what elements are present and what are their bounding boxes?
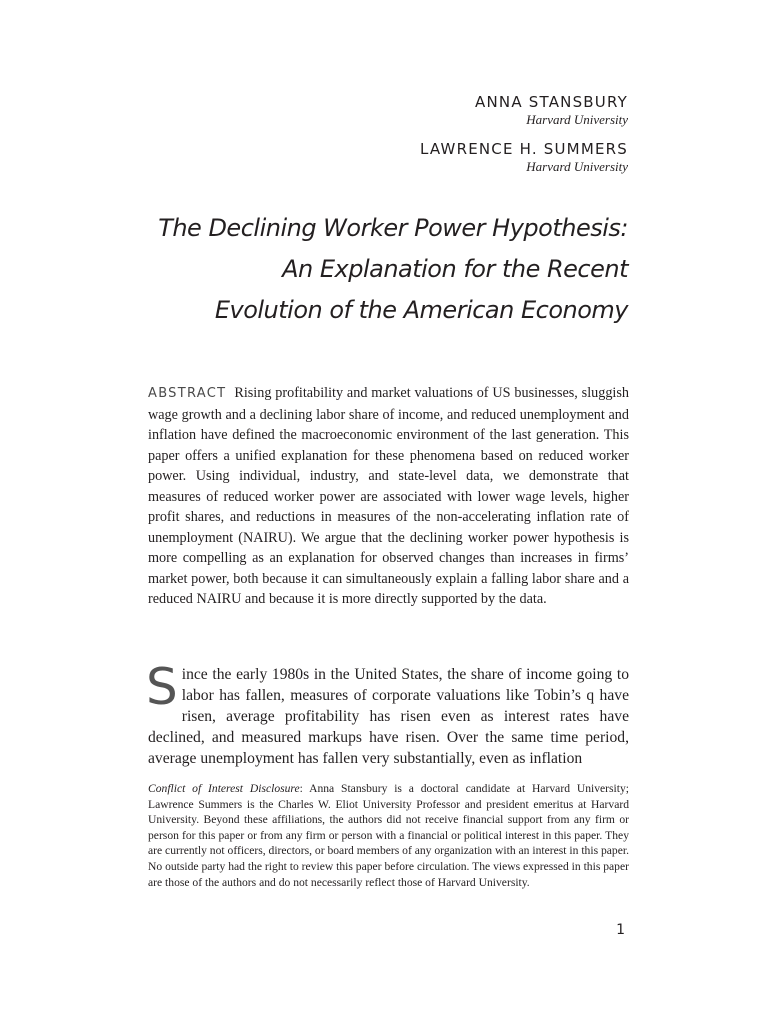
- author-block: [420, 92, 628, 186]
- author-name: ANNA STANSBURY: [475, 93, 628, 111]
- title-line: The Declining Worker Power Hypothesis:: [158, 214, 628, 242]
- drop-cap: S: [146, 658, 178, 716]
- title-line: An Explanation for the Recent: [282, 255, 628, 283]
- abstract: [148, 383, 629, 610]
- paper-title: [108, 208, 628, 331]
- author-affiliation: Harvard University: [526, 112, 628, 127]
- page-number: 1: [616, 922, 625, 938]
- abstract-label: ABSTRACT: [148, 386, 227, 401]
- footnote-label: Conflict of Interest Disclosure: [148, 782, 300, 795]
- abstract-text: Rising profitability and market valuations of US businesses, sluggish wage growth and a declining labor share of income, and reduced unemployment and inflation have defined the macroeconomic environment of the last generation. This paper offers a unified explanation for these phenomena based on reduced worker power. Using individual, industry, and state-level data, we demonstrate that measures of reduced worker power are associated with lower wage levels, higher profit shares, and reductions in measures of the non-accelerating inflation rate of unemployment (NAIRU). We argue that the declining worker power hypothesis is more compelling as an explanation for observed changes than increases in firms’ market power, both because it can simultaneously explain a falling labor share and a reduced NAIRU and because it is more directly supported by the data.: [148, 385, 629, 607]
- author-name: LAWRENCE H. SUMMERS: [420, 140, 628, 158]
- body-paragraph: [146, 658, 629, 769]
- conflict-of-interest-footnote: [148, 781, 629, 890]
- footnote-text: : Anna Stansbury is a doctoral candidate at Harvard University; Lawrence Summers is the Charles W. Eliot University Professor and president emeritus at Harvard University. Beyond these affiliations, the authors did not receive financial support from any firm or person for this paper or from any firm or person with a financial or political interest in this paper. They are currently not officers, directors, or board members of any organization with an interest in this paper. No outside party had the right to review this paper before circulation. The views expressed in this paper are those of the authors and do not necessarily reflect those of Harvard University.: [148, 782, 629, 889]
- body-text: ince the early 1980s in the United States, the share of income going to labor has fallen, measures of corporate valuations like Tobin’s q have risen, average profitability has risen even as interest rates have declined, and measured markups have risen. Over the same time period, average unemployment has fallen very substantially, even as inflation: [148, 666, 629, 767]
- title-line: Evolution of the American Economy: [214, 296, 628, 324]
- author-affiliation: Harvard University: [526, 159, 628, 174]
